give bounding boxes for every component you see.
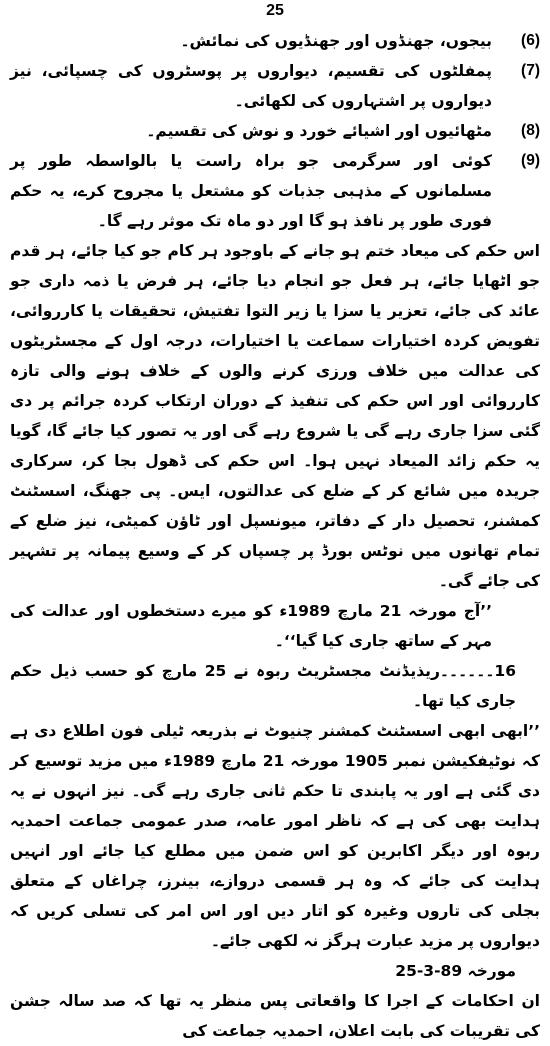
list-item-text: پمفلٹوں کی تقسیم، دیواروں پر پوسٹروں کی چسپائی، نیز دیواروں پر اشتہاروں کی لکھائی۔ bbox=[10, 62, 492, 110]
list-item-text: کوئی اور سرگرمی جو براہ راست یا بالواسطہ طور پر مسلمانوں کے مذہبی جذبات کو مشتعل یا مجروح کرے، یہ حکم فوری طور پر نافذ ہو گا اور دو ماہ تک موثر رہے گا۔ bbox=[10, 152, 492, 230]
list-item bbox=[10, 56, 540, 116]
order-paragraph: اس حکم کی میعاد ختم ہو جانے کے باوجود ہر کام جو کیا جائے، ہر قدم جو اٹھایا جائے، ہر فعل جو انجام دیا جائے، ہر فرض یا ذمہ داری جو عائد کی جائے، تعزیر یا سزا یا زیر التوا تفتیش، تحقیقات یا کارروائی، تفویض کردہ اختیارات سماعت یا اختیارات، درجہ اول کے مجسٹریٹوں کی عدالت میں خلاف ورزی کرنے والوں کے خلاف ہونے والی تازہ کارروائی اور اس حکم کی تنفیذ کے دوران ارتکاب کردہ جرائم پر دی گئی سزا جاری رہے گی یا شروع رہے گی اور یہ تصور کیا جائے گا، گویا یہ حکم زائد المیعاد نہیں ہوا۔ اس حکم کی ڈھول بجا کر، سرکاری جریدہ میں شائع کر کے ضلع کی عدالتوں، ایس۔ پی جھنگ، اسسٹنٹ کمشنر، تحصیل دار کے دفاتر، میونسپل اور ٹاؤن کمیٹی، نیز ضلع کے تمام تھانوں میں نوٹس بورڈ پر چسپاں کر کے وسیع پیمانہ پر تشہیر کی جائے گی۔ bbox=[10, 242, 540, 590]
reference-line: 16۔۔۔۔۔۔ریذیڈنٹ مجسٹریٹ ربوہ نے 25 مارچ کو حسب ذیل حکم جاری کیا تھا۔ bbox=[10, 662, 516, 710]
list-item-number: (7) bbox=[521, 62, 540, 79]
list-item-number: (8) bbox=[521, 122, 540, 139]
list-item-number: (6) bbox=[521, 32, 540, 49]
list-item bbox=[10, 146, 540, 236]
list-item-number: (9) bbox=[521, 152, 540, 169]
quote-telephone-notice: ’’ابھی ابھی اسسٹنٹ کمشنر چنیوٹ نے بذریعہ ٹیلی فون اطلاع دی ہے کہ نوٹیفکیشن نمبر 1905 مورخہ 21 مارچ 1989ء میں مزید توسیع کر دی گئی ہے اور یہ پابندی تا حکم ثانی جاری رہے گی۔ نیز انہوں نے یہ ہدایت بھی کی ہے کہ ناظر امور عامہ، صدر عمومی جماعت احمدیہ ربوہ اور دیگر اکابرین کو اس ضمن میں مطلع کیا جائے اور انہیں ہدایت کی جائے کہ وہ ہر قسمی دروازے، بینرز، چراغاں کے متعلق بجلی کی تاروں وغیرہ کو اتار دیں اور اس امر کی تسلی کریں کہ دیواروں پر مزید عبارت ہرگز نہ لکھی جائے۔ bbox=[10, 722, 540, 950]
date-line: مورخہ 89-3-25 bbox=[395, 962, 516, 980]
list-item-text: مٹھائیوں اور اشیائے خورد و نوش کی تقسیم۔ bbox=[146, 122, 492, 140]
document-body bbox=[10, 26, 540, 1046]
list-item bbox=[10, 26, 540, 56]
list-item bbox=[10, 116, 540, 146]
page-number: 25 bbox=[266, 2, 284, 19]
quote-issued: ’’آج مورخہ 21 مارچ 1989ء کو میرے دستخطوں اور عدالت کی مہر کے ساتھ جاری کیا گیا‘‘۔ bbox=[10, 602, 492, 650]
closing-paragraph: ان احکامات کے اجرا کا واقعاتی پس منظر یہ تھا کہ صد سالہ جشن کی تقریبات کی بابت اعلان، احمدیہ جماعت کی bbox=[10, 992, 540, 1040]
list-item-text: بیجوں، جھنڈوں اور جھنڈیوں کی نمائش۔ bbox=[180, 32, 492, 50]
